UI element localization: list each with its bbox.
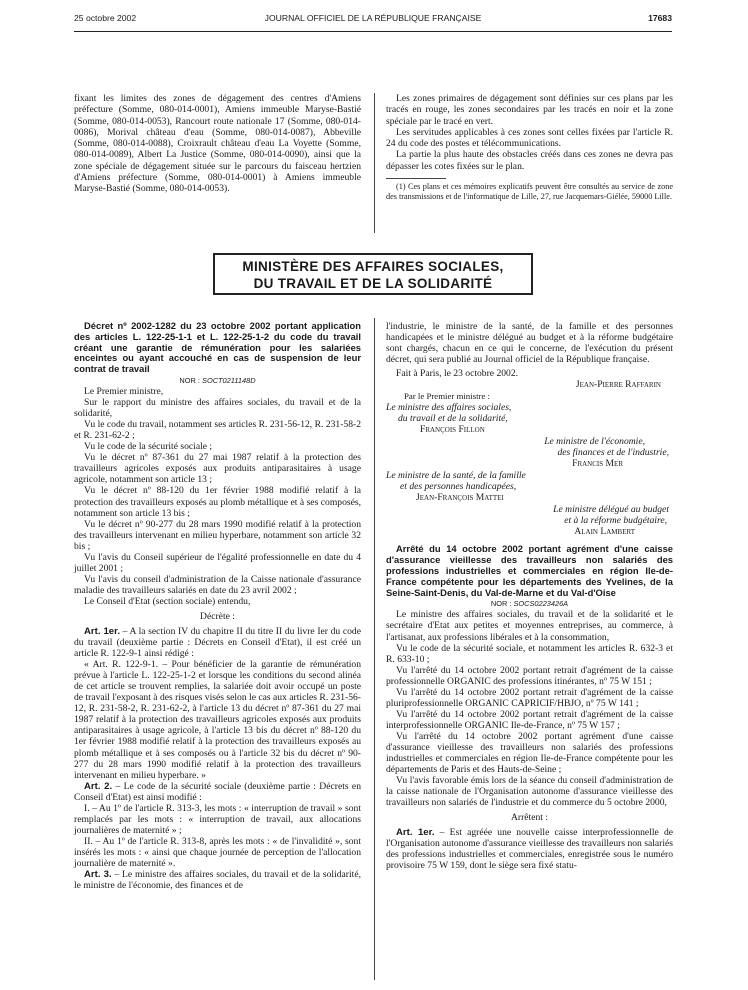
right-column (386, 321, 673, 872)
visa-paragraph: Vu le code du travail, notamment ses articles R. 231-56-12, R. 231-58-2 et R. 231-62-2 ; (74, 419, 361, 442)
page-header (74, 13, 672, 27)
journal-title: JOURNAL OFFICIEL DE LA RÉPUBLIQUE FRANÇAISE (264, 13, 482, 23)
ministry-banner (213, 253, 533, 295)
zones-paragraph: Les zones primaires de dégagement sont définies sur ces plans par les tracés en rouge, les zones secondaires par les tracés en noir et la zone spéciale par le tracé en vert. (386, 93, 673, 127)
visa-paragraph: Vu l'arrêté du 14 octobre 2002 portant agrément d'une caisse d'assurance vieillesse des travailleurs non salariés des professions industrielles et commerciales en région Ile-de-France compétente pour les départements de Paris et des Hauts-de-Seine ; (386, 730, 673, 776)
obstacles-paragraph: La partie la plus haute des obstacles créés dans ces zones ne devra pas dépasser les cotes fixées sur le plan. (386, 149, 673, 172)
article-1-quote: « Art. R. 122-9-1. – Pour bénéficier de la garantie de rémunération prévue à l'article L. 122-25-1-2 et lorsque les conditions du second alinéa de cet article se trouvent remplies, la salariée doit avoir occupé un poste de travail l'exposant à des risques visés selon le cas aux articles R. 231-56-12, R. 231-58-2, R. 231-62-2, à l'article 13 du décret nº 87-361 du 27 mai 1987 relatif à la protection des travailleurs agricoles exposés aux produits antiparasitaires à usage agricole, à l'article 13 bis du décret nº 88-120 du 1er février 1988 modifié relatif à la protection des travailleurs exposés au plomb métallique et à ses composés ou à l'article 32 bis du décret nº 90-277 du 28 mars 1990 modifié relatif à la protection des travailleurs intervenant en milieu hyperbare. » (74, 659, 361, 781)
footnote: (1) Ces plans et ces mémoires explicatifs peuvent être consultés au service de zone des transmissions et de l'informatique de Lille, 27, rue Jacquemars-Giélée, 59000 Lille. (386, 182, 673, 201)
decret-nor: NOR : SOCT0211148D (179, 375, 256, 385)
visa-paragraph: Vu le code de la sécurité sociale, et notamment les articles R. 632-3 et R. 633-10 ; (386, 642, 673, 665)
top-right-block (386, 93, 673, 202)
minister-title: Le ministre de l'économie, (544, 435, 645, 447)
minister-title: des finances et de l'industrie, (557, 447, 669, 459)
minister-title: Le ministre des affaires sociales, (386, 401, 512, 413)
decret-execution-clause: l'industrie, le ministre de la santé, de la famille et des personnes handicapées et le ministre délégué au budget et à la réforme budgétaire sont chargés, chacun en ce qui le concerne, de l'exécution du présent décret, qui sera publié au Journal officiel de la République française. (386, 321, 673, 366)
decret-title: Décret nº 2002-1282 du 23 octobre 2002 portant application des articles L. 122-25-1-1 et L. 122-25-1-2 du code du travail créant une garantie de rémunération pour les salariées enceintes ou ayant accouché en cas de suspension de leur contrat de travail (74, 320, 361, 375)
page-number: 17683 (648, 13, 672, 23)
article-3: Art. 3. – Le ministre des affaires sociales, du travail et de la solidarité, le ministre de l'économie, des finances et de (74, 869, 361, 892)
arrete-title: Arrêté du 14 octobre 2002 portant agrément d'une caisse d'assurance vieillesse des travailleurs non salariés des professions industrielles et commerciales en région Ile-de-France compétente pour les départements des Yvelines, de la Seine-Saint-Denis, du Val-de-Marne et du Val-d'Oise (386, 543, 673, 598)
visa-paragraph: Le Conseil d'Etat (section sociale) entendu, (84, 595, 251, 607)
visa-paragraph: Vu l'arrêté du 14 octobre 2002 portant retrait d'agrément de la caisse interprofessionnelle ORGANIC Ile-de-France, nº 75 W 157 ; (386, 708, 673, 731)
prime-minister-name: Jean-Pierre Raffarin (575, 379, 661, 391)
visa-paragraph: Vu le code de la sécurité sociale ; (84, 441, 213, 453)
arrete-visas (386, 609, 673, 808)
minister-title: Le ministre de la santé, de la famille (386, 469, 526, 481)
arrete-nor: NOR : SOCS0223426A (490, 599, 569, 609)
visa-paragraph: Sur le rapport du ministre des affaires sociales, du travail et de la solidarité, (74, 397, 361, 420)
arretent-heading: Arrêtent : (510, 812, 549, 824)
continuation-text: fixant les limites des zones de dégagement des centres d'Amiens préfecture (Somme, 080-014-0001), Amiens immeuble Maryse-Bastié (Somme, 080-014-0053), Rancourt route nationale 17 (Somme, 080-014-0086), Morival château d'eau (Somme, 080-014-0087), Abbeville (Somme, 080-014-0088), Croixrault château d'eau La Voyette (Somme, 080-014-0089), Albert La Justice (Somme, 080-014-0090), ainsi que la zone spéciale de dégagement située sur le parcours du faisceau hertzien d'Amiens préfecture (Somme, 080-014-0001) à Amiens immeuble Maryse-Bastié (Somme, 080-014-0053). (74, 93, 361, 195)
article-2: Art. 2. – Le code de la sécurité sociale (deuxième partie : Décrets en Conseil d'Etat) est ainsi modifié : (74, 780, 361, 803)
column-divider-top (374, 93, 375, 233)
par-le-premier-ministre: Par le Premier ministre : (404, 390, 490, 401)
minister-title: et à la réforme budgétaire, (564, 514, 667, 526)
banner-line-2: DU TRAVAIL ET DE LA SOLIDARITÉ (253, 276, 493, 291)
article-2-point-ii: II. – Au 1º de l'article R. 313-8, après les mots : « de l'invalidité », sont insérés les mots : « ainsi que chaque journée de perception de l'allocation journalière de maternité ». (74, 835, 361, 869)
minister-title: Le ministre délégué au budget (553, 503, 669, 515)
minister-title: et des personnes handicapées, (400, 480, 517, 492)
minister-name: Francis Mer (572, 458, 623, 470)
decret-visas (74, 386, 361, 607)
signatures-block (386, 379, 673, 537)
visa-paragraph: Vu l'avis du Conseil supérieur de l'égalité professionnelle en date du 4 juillet 2001 ; (74, 551, 361, 574)
header-rule (74, 31, 672, 32)
visa-paragraph: Vu le décret nº 90-277 du 28 mars 1990 modifié relatif à la protection des travailleurs intervenant en milieu hyperbare, notamment son article 32 bis ; (74, 518, 361, 552)
visa-paragraph: Le ministre des affaires sociales, du travail et de la solidarité et le secrétaire d'Etat aux petites et moyennes entreprises, au commerce, à l'artisanat, aux professions libérales et à la consommation, (386, 609, 673, 643)
visa-paragraph: Le Premier ministre, (84, 386, 164, 398)
header-date: 25 octobre 2002 (74, 13, 137, 23)
servitudes-paragraph: Les servitudes applicables à ces zones sont celles fixées par l'article R. 24 du code des postes et télécommunications. (386, 126, 673, 150)
footnote-rule (386, 178, 446, 179)
fait-a-paris: Fait à Paris, le 23 octobre 2002. (396, 368, 519, 380)
banner-line-1: MINISTÈRE DES AFFAIRES SOCIALES, (242, 259, 504, 274)
visa-paragraph: Vu le décret nº 88-120 du 1er février 1988 modifié relatif à la protection des travailleurs exposés au plomb métallique et à ses composés, notamment son article 13 bis ; (74, 485, 361, 519)
decrete-heading: Décrète : (200, 610, 235, 622)
column-divider-bottom (374, 318, 375, 980)
article-2-point-i: I. – Au 1º de l'article R. 313-3, les mots : « interruption de travail » sont remplacés par les mots : « interruption de travail, aux allocations journalières de maternité » ; (74, 802, 361, 836)
minister-name: Alain Lambert (574, 526, 635, 538)
arrete-article-1: Art. 1er. – Est agréée une nouvelle caisse interprofessionnelle de l'Organisation autonome d'assurance vieillesse des travailleurs non salariés des professions industrielles et commerciales, enregistrée sous le numéro provisoire 75 W 159, dont le siège sera fixé statu- (386, 827, 674, 872)
visa-paragraph: Vu l'arrêté du 14 octobre 2002 portant retrait d'agrément de la caisse pluriprofessionnelle ORGANIC CAPRICIF/HBJO, nº 75 W 141 ; (386, 686, 673, 709)
visa-paragraph: Vu l'avis favorable émis lors de la séance du conseil d'administration de la caisse nationale de l'Organisation autonome d'assurance vieillesse des travailleurs non salariés de l'industrie et du commerce du 5 octobre 2000, (386, 775, 673, 809)
minister-title: du travail et de la solidarité, (398, 413, 508, 425)
article-1: Art. 1er. – A la section IV du chapitre II du titre II du livre Ier du code du travail (deuxième partie : Décrets en Conseil d'Etat), il est créé un article R. 122-9-1 ainsi rédigé : (74, 626, 361, 660)
minister-name: Jean-François Mattei (416, 492, 504, 504)
visa-paragraph: Vu le décret nº 87-361 du 27 mai 1987 relatif à la protection des travailleurs agricoles exposés aux produits antiparasitaires à usage agricole, notamment son article 13 ; (74, 452, 361, 486)
visa-paragraph: Vu l'arrêté du 14 octobre 2002 portant retrait d'agrément de la caisse professionnelle ORGANIC des professions itinérantes, nº 75 W 151 ; (386, 664, 673, 687)
visa-paragraph: Vu l'avis du conseil d'administration de la Caisse nationale d'assurance maladie des travailleurs salariés en date du 23 avril 2002 ; (74, 573, 361, 596)
decret-column (74, 321, 361, 891)
minister-name: François Fillon (420, 424, 485, 436)
top-left-continuation (74, 93, 361, 195)
